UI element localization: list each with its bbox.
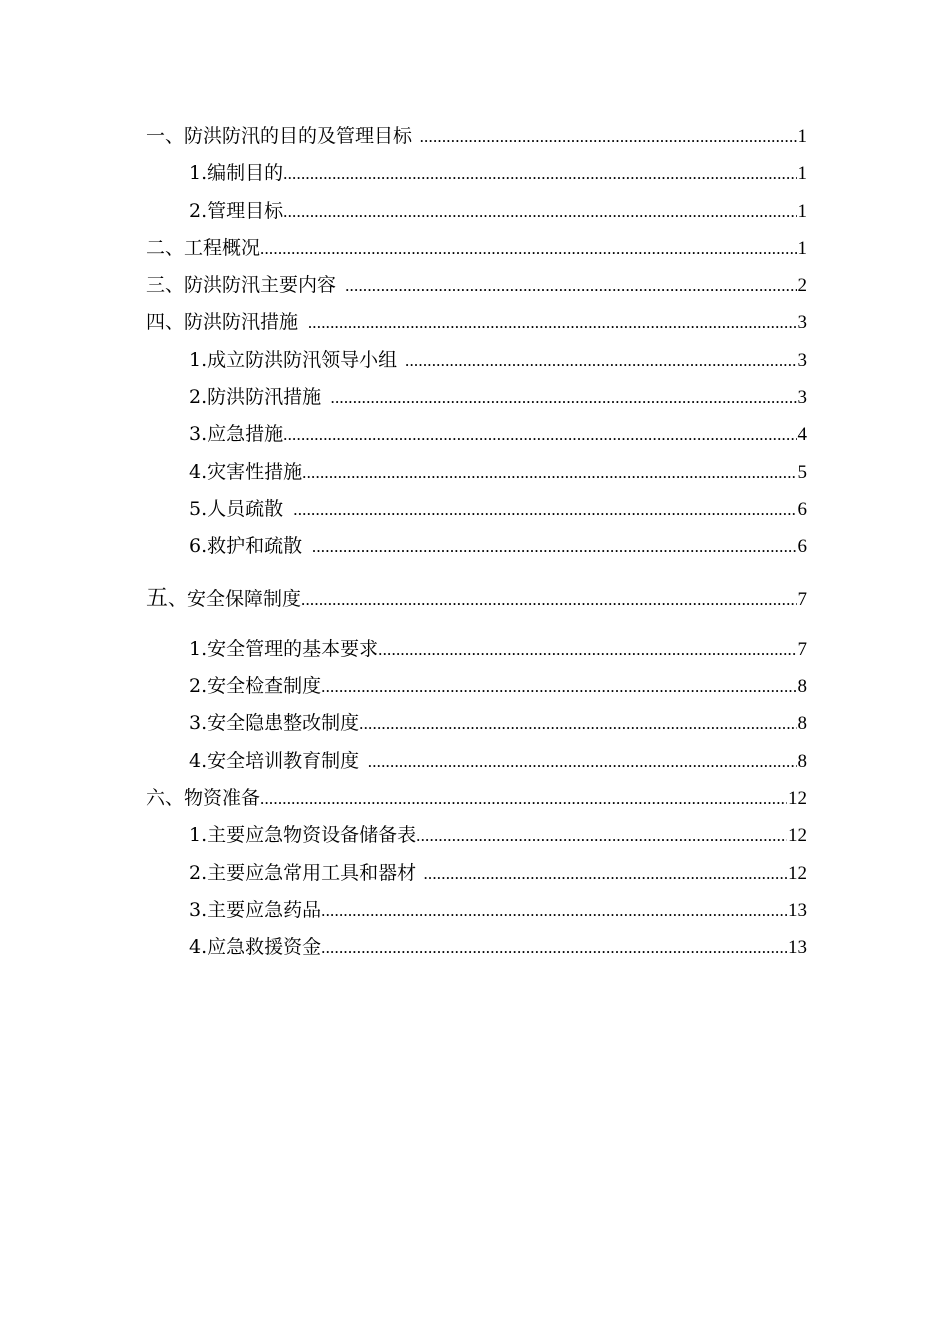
toc-entry-title: 3.安全隐患整改制度	[189, 712, 360, 735]
toc-entry-5-4[interactable]	[146, 743, 807, 780]
toc-leader-dots	[420, 118, 797, 155]
toc-entry-title: 4.灾害性措施	[189, 460, 303, 483]
toc-page-number: 8	[797, 750, 807, 772]
toc-entry-title: 2.防洪防汛措施	[189, 386, 322, 409]
toc-leader-dots	[405, 342, 796, 379]
toc-entry-title: 4.应急救援资金	[189, 936, 322, 959]
toc-page-number: 1	[797, 237, 807, 259]
toc-page-number: 13	[788, 937, 807, 959]
toc-entry-5[interactable]	[146, 580, 807, 617]
toc-leader-dots	[283, 193, 796, 230]
toc-leader-dots	[302, 454, 796, 491]
toc-entry-title: 2.安全检查制度	[189, 675, 322, 698]
toc-entry-title: 2.管理目标	[189, 199, 284, 222]
toc-page-number: 1	[797, 200, 807, 222]
toc-page-number: 4	[797, 424, 807, 446]
toc-leader-dots	[321, 892, 787, 929]
toc-entry-1[interactable]	[146, 118, 807, 155]
toc-page-number: 12	[788, 788, 807, 810]
toc-leader-dots	[260, 230, 796, 267]
toc-entry-4-6[interactable]	[146, 528, 807, 565]
toc-entry-6[interactable]	[146, 780, 807, 817]
toc-entry-6-1[interactable]	[146, 817, 807, 854]
toc-entry-title	[146, 580, 301, 618]
toc-entry-4-2[interactable]	[146, 379, 807, 416]
toc-page-number: 3	[797, 312, 807, 334]
toc-page-number: 13	[788, 899, 807, 921]
toc-entry-title: 6.救护和疏散	[189, 535, 303, 558]
toc-leader-dots	[321, 929, 787, 966]
toc-leader-dots	[293, 491, 796, 528]
toc-leader-dots	[359, 705, 796, 742]
toc-page-number: 8	[797, 713, 807, 735]
toc-leader-dots	[416, 817, 787, 854]
toc-entry-title: 1.成立防洪防汛领导小组	[189, 348, 398, 371]
toc-leader-dots	[283, 155, 796, 192]
toc-entry-4-5[interactable]	[146, 491, 807, 528]
toc-entry-5-3[interactable]	[146, 705, 807, 742]
toc-entry-1-2[interactable]	[146, 193, 807, 230]
toc-leader-dots	[345, 267, 796, 304]
table-of-contents	[146, 118, 807, 967]
toc-leader-dots	[312, 528, 797, 565]
toc-leader-dots	[378, 631, 796, 668]
toc-entry-title: 2.主要应急常用工具和器材	[189, 861, 417, 884]
toc-entry-4[interactable]	[146, 304, 807, 341]
toc-page-number: 7	[797, 638, 807, 660]
toc-leader-dots	[308, 304, 797, 341]
toc-page-number: 12	[788, 862, 807, 884]
toc-entry-title: 四、防洪防汛措施	[146, 311, 299, 334]
toc-leader-dots	[301, 581, 796, 618]
toc-entry-3[interactable]	[146, 267, 807, 304]
toc-page-number: 1	[797, 126, 807, 147]
toc-entry-title: 一、防洪防汛的目的及管理目标	[146, 125, 413, 147]
toc-entry-title-text: 、安全保障制度	[168, 587, 302, 610]
toc-page-number: 8	[797, 676, 807, 698]
toc-entry-4-4[interactable]	[146, 454, 807, 491]
toc-entry-title: 1.安全管理的基本要求	[189, 637, 379, 660]
toc-entry-title: 二、工程概况	[146, 236, 261, 259]
toc-page-number: 3	[797, 349, 807, 371]
toc-entry-title-numeral: 五	[146, 585, 169, 611]
toc-entry-title: 5.人员疏散	[189, 497, 284, 520]
toc-leader-dots	[283, 416, 796, 453]
toc-entry-title: 3.应急措施	[189, 423, 284, 446]
toc-entry-title: 4.安全培训教育制度	[189, 749, 360, 772]
toc-entry-title: 六、物资准备	[146, 787, 261, 810]
toc-entry-4-3[interactable]	[146, 416, 807, 453]
toc-leader-dots	[331, 379, 797, 416]
toc-page-number: 5	[797, 461, 807, 483]
toc-page-number: 7	[797, 588, 807, 610]
toc-entry-2[interactable]	[146, 230, 807, 267]
toc-entry-title: 1.主要应急物资设备储备表	[189, 824, 417, 847]
toc-entry-title: 1.编制目的	[189, 162, 284, 185]
toc-page-number: 12	[788, 825, 807, 847]
toc-entry-6-4[interactable]	[146, 929, 807, 966]
toc-entry-6-3[interactable]	[146, 892, 807, 929]
toc-entry-5-2[interactable]	[146, 668, 807, 705]
toc-entry-title: 三、防洪防汛主要内容	[146, 274, 337, 297]
toc-entry-5-1[interactable]	[146, 631, 807, 668]
toc-entry-4-1[interactable]	[146, 342, 807, 379]
toc-entry-title: 3.主要应急药品	[189, 898, 322, 921]
toc-leader-dots	[321, 668, 796, 705]
toc-page-number: 6	[797, 536, 807, 558]
toc-leader-dots	[260, 780, 787, 817]
toc-page-number: 2	[797, 275, 807, 297]
toc-page-number: 6	[797, 498, 807, 520]
toc-leader-dots	[368, 743, 797, 780]
toc-page-number: 1	[797, 163, 807, 185]
toc-page-number: 3	[797, 387, 807, 409]
toc-entry-6-2[interactable]	[146, 855, 807, 892]
toc-leader-dots	[423, 855, 787, 892]
toc-entry-1-1[interactable]	[146, 155, 807, 192]
